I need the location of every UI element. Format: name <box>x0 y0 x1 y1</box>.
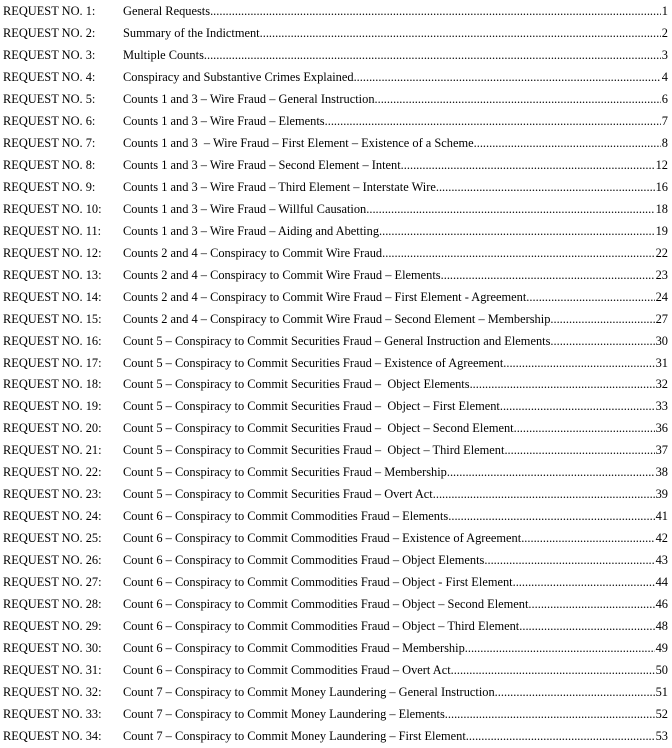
dot-leader <box>500 396 655 416</box>
request-number: REQUEST NO. 20: <box>3 421 102 436</box>
entry-title: Count 5 – Conspiracy to Commit Securities Fraud – Existence of Agreement <box>123 355 504 370</box>
toc-row <box>3 682 668 704</box>
entry-title: Conspiracy and Substantive Crimes Explained <box>123 69 354 84</box>
dot-leader <box>445 704 655 724</box>
toc-entry <box>123 199 668 219</box>
toc-entry <box>123 23 668 43</box>
toc-row <box>3 396 668 418</box>
entry-title: Count 7 – Conspiracy to Commit Money Laundering – First Element <box>123 728 466 743</box>
entry-title: Count 7 – Conspiracy to Commit Money Laundering – Elements <box>123 707 445 721</box>
entry-title: Count 6 – Conspiracy to Commit Commodities Fraud – Elements <box>123 509 449 524</box>
toc-row <box>3 45 668 67</box>
toc-entry <box>123 133 668 153</box>
dot-leader <box>465 638 655 658</box>
page-number: 50 <box>655 663 668 678</box>
toc-entry <box>123 67 668 87</box>
toc-row <box>3 67 668 89</box>
dot-leader <box>441 265 655 285</box>
toc-row <box>3 265 668 287</box>
page-number: 39 <box>655 487 668 502</box>
dot-leader <box>504 440 654 460</box>
entry-title: Count 5 – Conspiracy to Commit Securities Fraud – Object Elements <box>123 377 470 392</box>
toc-row <box>3 726 668 748</box>
toc-entry <box>123 660 668 680</box>
entry-title: Count 5 – Conspiracy to Commit Securities Fraud – Object – Second Element <box>123 421 514 436</box>
dot-leader <box>495 682 655 702</box>
request-number: REQUEST NO. 8: <box>3 157 96 172</box>
toc-entry <box>123 111 668 131</box>
dot-leader <box>354 67 661 87</box>
entry-title: Counts 1 and 3 – Wire Fraud – Second Element – Intent <box>123 157 401 172</box>
entry-title: Counts 1 and 3 – Wire Fraud – Third Element – Interstate Wire <box>123 179 436 194</box>
entry-title: Counts 2 and 4 – Conspiracy to Commit Wire Fraud <box>123 245 383 260</box>
toc-row <box>3 287 668 309</box>
request-number: REQUEST NO. 32: <box>3 685 102 700</box>
entry-title: Counts 1 and 3 – Wire Fraud – Willful Causation <box>123 201 367 216</box>
page-number: 7 <box>661 113 668 128</box>
dot-leader <box>550 331 654 351</box>
dot-leader <box>550 309 654 329</box>
toc-entry <box>123 1 668 21</box>
toc-row <box>3 23 668 45</box>
entry-title: Counts 1 and 3 – Wire Fraud – Aiding and Abetting <box>123 223 380 238</box>
toc-row <box>3 309 668 331</box>
page-number: 49 <box>655 641 668 656</box>
entry-title: Count 5 – Conspiracy to Commit Securities Fraud – Membership <box>123 465 447 480</box>
request-number: REQUEST NO. 25: <box>3 531 102 546</box>
request-number: REQUEST NO. 31: <box>3 663 102 678</box>
toc-row <box>3 638 668 660</box>
request-number: REQUEST NO. 28: <box>3 597 102 612</box>
toc-entry <box>123 265 668 285</box>
dot-leader <box>514 418 655 438</box>
entry-title: Count 5 – Conspiracy to Commit Securities Fraud – Overt Act <box>123 487 433 502</box>
page-number: 3 <box>661 47 668 62</box>
toc-entry <box>123 616 668 636</box>
toc-row <box>3 374 668 396</box>
page-number: 37 <box>655 443 668 458</box>
entry-title: Counts 1 and 3 – Wire Fraud – General Instruction <box>123 91 375 106</box>
request-number: REQUEST NO. 4: <box>3 69 96 84</box>
dot-leader <box>401 155 655 175</box>
entry-title: Count 6 – Conspiracy to Commit Commodities Fraud – Overt Act <box>123 663 451 678</box>
page-number: 4 <box>661 69 668 84</box>
page-number: 24 <box>655 289 668 304</box>
request-number: REQUEST NO. 12: <box>3 245 102 260</box>
dot-leader <box>382 243 654 263</box>
request-number: REQUEST NO. 1: <box>3 4 96 18</box>
dot-leader <box>379 221 655 241</box>
page-number: 38 <box>655 465 668 480</box>
page-number: 41 <box>655 509 668 524</box>
request-number: REQUEST NO. 2: <box>3 25 96 40</box>
toc-entry <box>123 331 668 351</box>
dot-leader <box>436 177 655 197</box>
request-number: REQUEST NO. 21: <box>3 443 102 458</box>
toc-row <box>3 418 668 440</box>
request-number: REQUEST NO. 6: <box>3 113 96 128</box>
entry-title: Counts 1 and 3 – Wire Fraud – Elements <box>123 113 325 128</box>
toc-entry <box>123 155 668 175</box>
toc-row <box>3 199 668 221</box>
request-number: REQUEST NO. 11: <box>3 223 102 238</box>
toc-entry <box>123 462 668 482</box>
toc-entry <box>123 528 668 548</box>
request-number: REQUEST NO. 15: <box>3 311 102 326</box>
page-number: 33 <box>655 399 668 414</box>
page-number: 27 <box>655 311 668 326</box>
request-number: REQUEST NO. 23: <box>3 487 102 502</box>
request-number: REQUEST NO. 29: <box>3 619 102 634</box>
toc-row <box>3 506 668 528</box>
entry-title: Count 5 – Conspiracy to Commit Securities Fraud – Object – Third Element <box>123 443 505 458</box>
request-number: REQUEST NO. 16: <box>3 333 102 348</box>
toc-row <box>3 528 668 550</box>
toc-row <box>3 572 668 594</box>
toc-entry <box>123 309 668 329</box>
dot-leader <box>433 484 655 504</box>
toc-row <box>3 331 668 353</box>
dot-leader <box>210 1 661 21</box>
toc-entry <box>123 374 668 394</box>
toc-row <box>3 353 668 375</box>
dot-leader <box>528 594 654 614</box>
page-number: 18 <box>655 201 668 216</box>
entry-title: Counts 1 and 3 – Wire Fraud – First Element – Existence of a Scheme <box>123 135 474 150</box>
page-number: 31 <box>655 355 668 370</box>
toc-row <box>3 155 668 177</box>
dot-leader <box>503 353 654 373</box>
toc-row <box>3 440 668 462</box>
entry-title: Count 6 – Conspiracy to Commit Commodities Fraud – Object – Third Element <box>123 619 520 634</box>
dot-leader <box>519 616 654 636</box>
entry-title: Count 6 – Conspiracy to Commit Commodities Fraud – Object Elements <box>123 553 485 568</box>
entry-title: Count 6 – Conspiracy to Commit Commodities Fraud – Existence of Agreement <box>123 531 522 546</box>
toc-entry <box>123 726 668 746</box>
dot-leader <box>204 45 661 65</box>
dot-leader <box>470 374 655 394</box>
page-number: 19 <box>655 223 668 238</box>
toc-entry <box>123 550 668 570</box>
toc-entry <box>123 418 668 438</box>
entry-title: Count 5 – Conspiracy to Commit Securities Fraud – General Instruction and Elements <box>123 333 551 348</box>
page-number: 43 <box>655 553 668 568</box>
page-number: 42 <box>655 531 668 546</box>
toc-entry <box>123 572 668 592</box>
entry-title: Summary of the Indictment <box>123 25 260 40</box>
entry-title: Counts 2 and 4 – Conspiracy to Commit Wire Fraud – First Element - Agreement <box>123 289 527 304</box>
request-number: REQUEST NO. 3: <box>3 47 96 62</box>
page-number: 30 <box>655 333 668 348</box>
toc-row <box>3 111 668 133</box>
request-number: REQUEST NO. 17: <box>3 355 102 370</box>
page-number: 46 <box>655 597 668 612</box>
toc-row <box>3 133 668 155</box>
toc-row <box>3 221 668 243</box>
request-number: REQUEST NO. 7: <box>3 135 96 150</box>
toc-entry <box>123 396 668 416</box>
dot-leader <box>375 89 661 109</box>
entry-title: Counts 2 and 4 – Conspiracy to Commit Wire Fraud – Second Element – Membership <box>123 311 551 326</box>
request-number: REQUEST NO. 10: <box>3 201 102 216</box>
toc-row <box>3 616 668 638</box>
page-number: 2 <box>661 25 668 40</box>
toc-row <box>3 177 668 199</box>
entry-title: Count 5 – Conspiracy to Commit Securities Fraud – Object – First Element <box>123 399 500 414</box>
request-number: REQUEST NO. 34: <box>3 728 102 743</box>
page-number: 16 <box>655 179 668 194</box>
toc-entry <box>123 243 668 263</box>
table-of-contents <box>3 1 668 748</box>
request-number: REQUEST NO. 22: <box>3 465 102 480</box>
page-number: 44 <box>655 575 668 590</box>
toc-row <box>3 550 668 572</box>
entry-title: General Requests <box>123 4 211 18</box>
entry-title: Counts 2 and 4 – Conspiracy to Commit Wire Fraud – Elements <box>123 267 441 282</box>
request-number: REQUEST NO. 30: <box>3 641 102 656</box>
dot-leader <box>260 23 661 43</box>
toc-row <box>3 704 668 726</box>
page-number: 36 <box>655 421 668 436</box>
dot-leader <box>366 199 654 219</box>
page-number: 53 <box>655 728 668 743</box>
toc-row <box>3 660 668 682</box>
page-number: 51 <box>655 685 668 700</box>
entry-title: Count 6 – Conspiracy to Commit Commodities Fraud – Membership <box>123 641 465 656</box>
request-number: REQUEST NO. 33: <box>3 707 102 721</box>
request-number: REQUEST NO. 26: <box>3 553 102 568</box>
dot-leader <box>474 133 661 153</box>
page-number: 48 <box>655 619 668 634</box>
request-number: REQUEST NO. 9: <box>3 179 96 194</box>
request-number: REQUEST NO. 24: <box>3 509 102 524</box>
toc-entry <box>123 704 668 724</box>
page-number: 12 <box>655 157 668 172</box>
toc-row <box>3 1 668 23</box>
toc-entry <box>123 221 668 241</box>
request-number: REQUEST NO. 18: <box>3 377 102 392</box>
entry-title: Multiple Counts <box>123 47 204 62</box>
dot-leader <box>451 660 655 680</box>
entry-title: Count 7 – Conspiracy to Commit Money Laundering – General Instruction <box>123 685 495 700</box>
toc-entry <box>123 506 668 526</box>
dot-leader <box>448 506 654 526</box>
toc-entry <box>123 89 668 109</box>
request-number: REQUEST NO. 19: <box>3 399 102 414</box>
dot-leader <box>447 462 655 482</box>
page-number: 8 <box>661 135 668 150</box>
page-number: 32 <box>655 377 668 392</box>
entry-title: Count 6 – Conspiracy to Commit Commodities Fraud – Object – Second Element <box>123 597 529 612</box>
dot-leader <box>325 111 661 131</box>
dot-leader <box>466 726 655 746</box>
request-number: REQUEST NO. 27: <box>3 575 102 590</box>
toc-entry <box>123 440 668 460</box>
toc-entry <box>123 287 668 307</box>
request-number: REQUEST NO. 14: <box>3 289 102 304</box>
toc-entry <box>123 682 668 702</box>
page-number: 1 <box>661 4 668 18</box>
dot-leader <box>526 287 654 307</box>
toc-row <box>3 89 668 111</box>
dot-leader <box>521 528 654 548</box>
toc-row <box>3 594 668 616</box>
page-number: 22 <box>655 245 668 260</box>
toc-entry <box>123 45 668 65</box>
dot-leader <box>513 572 655 592</box>
page-number: 23 <box>655 267 668 282</box>
request-number: REQUEST NO. 5: <box>3 91 96 106</box>
page-number: 6 <box>661 91 668 106</box>
toc-row <box>3 243 668 265</box>
toc-entry <box>123 353 668 373</box>
toc-row <box>3 462 668 484</box>
request-number: REQUEST NO. 13: <box>3 267 102 282</box>
toc-entry <box>123 594 668 614</box>
toc-entry <box>123 638 668 658</box>
entry-title: Count 6 – Conspiracy to Commit Commodities Fraud – Object - First Element <box>123 575 513 590</box>
toc-row <box>3 484 668 506</box>
page-number: 52 <box>655 707 668 721</box>
dot-leader <box>484 550 654 570</box>
toc-entry <box>123 177 668 197</box>
toc-entry <box>123 484 668 504</box>
